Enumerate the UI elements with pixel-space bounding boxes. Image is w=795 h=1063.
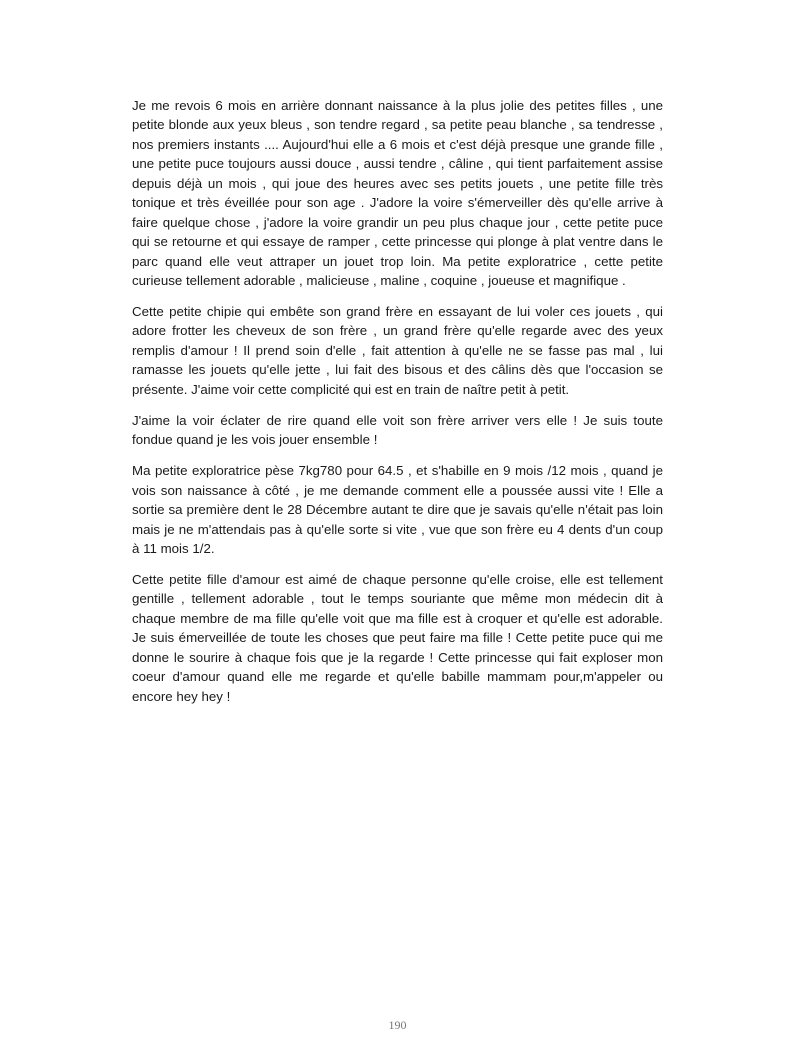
paragraph-5: Cette petite fille d'amour est aimé de chaque personne qu'elle croise, elle est tellement gentille , tellement adorable , tout le temps souriante que même mon médecin dit à chaque membre de ma fille qu'elle voit que ma fille est à croquer et qu'elle est adorable. Je suis émerveillée de toute les choses que peut faire ma fille ! Cette petite puce qui me donne le sourire à chaque fois que je la regarde ! Cette princesse qui fait exploser mon coeur d'amour quand elle me regarde et qu'elle babille mammam pour,m'appeler ou encore hey hey ! — [132, 571, 663, 704]
paragraph-3: J'aime la voir éclater de rire quand elle voit son frère arriver vers elle ! Je suis toute fondue quand je les vois jouer ensemble ! — [132, 412, 663, 448]
body-text — [132, 96, 663, 718]
page-number: 190 — [388, 1018, 407, 1032]
paragraph-1: Je me revois 6 mois en arrière donnant naissance à la plus jolie des petites filles , une petite blonde aux yeux bleus , son tendre regard , sa petite peau blanche , sa tendresse , nos premiers instants .... Aujourd'hui elle a 6 mois et c'est déjà presque une grande fille , une petite puce toujours aussi douce , aussi tendre , câline , qui tient parfaitement assise depuis déjà un mois , qui joue des heures avec ses petits jouets , une petite fille très tonique et très éveillée pour son age . J'adore la voire s'émerveiller dès qu'elle arrive à faire quelque chose , j'adore la voire grandir un peu plus chaque jour , cette petite puce qui se retourne et qui essaye de ramper , cette princesse qui plonge à plat ventre dans le parc quand elle veut attraper un jouet trop loin. Ma petite exploratrice , cette petite curieuse tellement adorable , malicieuse , maline , coquine , joueuse et magnifique . — [132, 98, 663, 289]
paragraph-4: Ma petite exploratrice pèse 7kg780 pour 64.5 , et s'habille en 9 mois /12 mois , quand je vois son naissance à côté , je me demande comment elle a poussée aussi vite ! Elle a sortie sa première dent le 28 Décembre autant te dire que je savais qu'elle n'était pas loin mais je ne m'attendais pas à qu'elle sorte si vite , vue que son frère eu 4 dents d'un coup à 11 mois 1/2. — [132, 463, 663, 557]
paragraph-2: Cette petite chipie qui embête son grand frère en essayant de lui voler ces jouets , qui adore frotter les cheveux de son frère , un grand frère qu'elle regarde avec des yeux remplis d'amour ! Il prend soin d'elle , fait attention à qu'elle ne se fasse pas mal , lui ramasse les jouets qu'elle jette , lui fait des bisous et des câlins dès que l'occasion se présente. J'aime voir cette complicité qui est en train de naître petit à petit. — [132, 304, 663, 397]
